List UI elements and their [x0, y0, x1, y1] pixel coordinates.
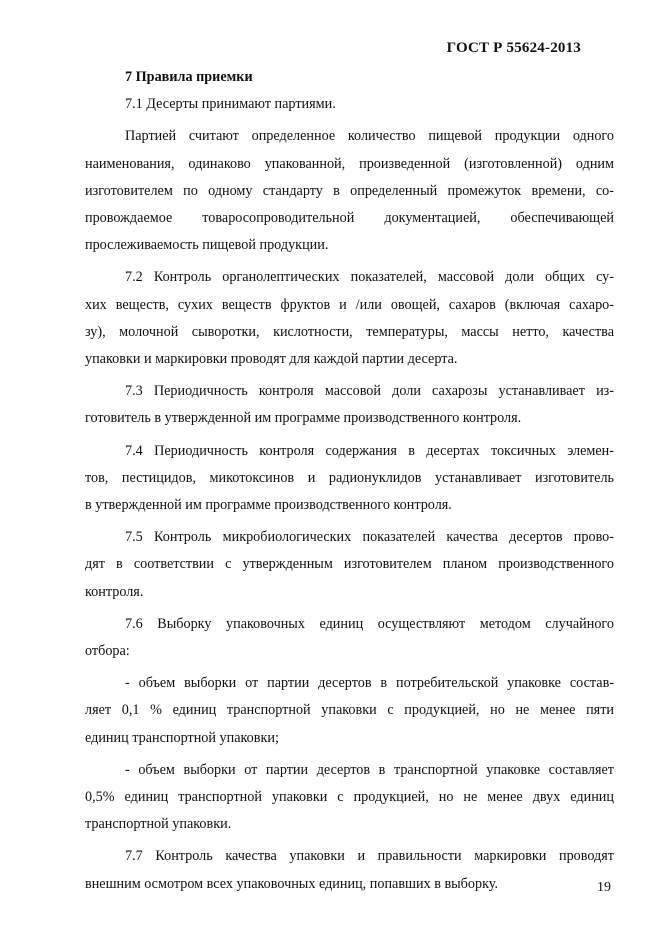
text-line: наименования, одинаково упакованной, произведенной (изготовленной) одним	[85, 155, 614, 172]
text-line: хих веществ, сухих веществ фруктов и /или овощей, сахаров (включая сахаро-	[85, 296, 614, 313]
text-line: 7.2 Контроль органолептических показателей, массовой доли общих су-	[125, 269, 614, 286]
text-line: - объем выборки от партии десертов в транспортной упаковке составляет	[125, 761, 614, 778]
section-title: 7 Правила приемки	[125, 69, 253, 85]
text-line: дят в соответствии с утвержденным изготовителем планом производственного	[85, 556, 614, 573]
text-line: внешним осмотром всех упаковочных единиц, попавших в выборку.	[85, 875, 499, 892]
text-line: ляет 0,1 % единиц транспортной упаковки с продукцией, но не менее пяти	[85, 702, 614, 719]
paragraph-7-7	[85, 843, 614, 897]
list-item-transport-package	[85, 757, 614, 839]
text-line: 7.4 Периодичность контроля содержания в десертах токсичных элемен-	[125, 442, 614, 459]
paragraph-7-4	[85, 438, 614, 520]
text-line: единиц транспортной упаковки;	[85, 729, 279, 746]
paragraph-lot-definition	[85, 123, 614, 259]
text-line: провождаемое товаросопроводительной документацией, обеспечивающей	[85, 210, 614, 227]
text-line: транспортной упаковки.	[85, 816, 232, 833]
text-line: контроля.	[85, 583, 144, 600]
text-line: 7.7 Контроль качества упаковки и правильности маркировки проводят	[125, 848, 614, 865]
section-content	[85, 64, 614, 898]
page-number: 19	[597, 880, 611, 895]
text-line: - объем выборки от партии десертов в потребительской упаковке состав-	[125, 675, 614, 692]
text-line: 7.5 Контроль микробиологических показателей качества десертов прово-	[125, 529, 614, 546]
paragraph-7-6	[85, 611, 614, 665]
text-line: 0,5% единиц транспортной упаковки с продукцией, но не менее двух единиц	[85, 789, 614, 806]
text-line: прослеживаемость пищевой продукции.	[85, 237, 329, 254]
text-line: зу), молочной сыворотки, кислотности, температуры, массы нетто, качества	[85, 323, 614, 340]
text-line: готовитель в утвержденной им программе производственного контроля.	[85, 410, 522, 427]
text-line: Партией считают определенное количество пищевой продукции одного	[125, 128, 614, 145]
paragraph-7-2	[85, 264, 614, 373]
text-line: тов, пестицидов, микотоксинов и радионуклидов устанавливает изготовитель	[85, 469, 614, 486]
text-line: изготовителем по одному стандарту в определенный промежуток времени, со-	[85, 182, 614, 199]
text-line: 7.3 Периодичность контроля массовой доли сахарозы устанавливает из-	[125, 383, 614, 400]
text-line: упаковки и маркировки проводят для каждой партии десерта.	[85, 351, 458, 368]
text-line: 7.6 Выборку упаковочных единиц осуществляют методом случайного	[125, 615, 614, 632]
paragraph-7-5	[85, 524, 614, 606]
document-code-header: ГОСТ Р 55624-2013	[446, 40, 581, 56]
text-line: отбора:	[85, 643, 130, 660]
text-line: в утвержденной им программе производственного контроля.	[85, 497, 452, 514]
list-item-consumer-package	[85, 670, 614, 752]
paragraph-7-1: 7.1 Десерты принимают партиями.	[125, 96, 336, 113]
paragraph-7-3	[85, 378, 614, 432]
